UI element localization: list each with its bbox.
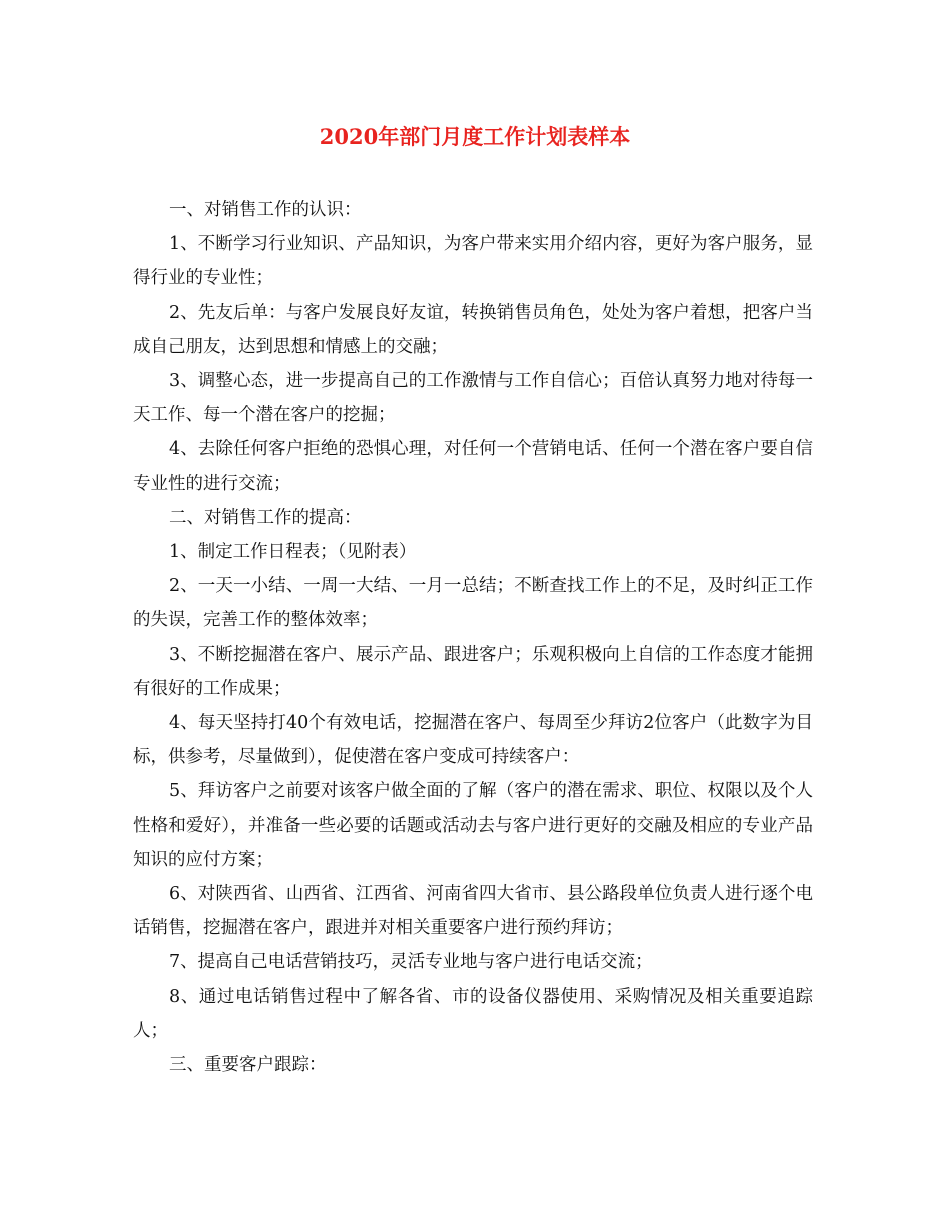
- paragraph-item: 1、不断学习行业知识、产品知识，为客户带来实用介绍内容，更好为客户服务，显得行业的专业性；: [133, 234, 813, 289]
- paragraph-item: 4、去除任何客户拒绝的恐惧心理，对任何一个营销电话、任何一个潜在客户要自信专业性的进行交流；: [133, 439, 813, 494]
- paragraph-item: 3、调整心态，进一步提高自己的工作激情与工作自信心；百倍认真努力地对待每一天工作、每一个潜在客户的挖掘；: [133, 371, 813, 426]
- paragraph-item: 2、一天一小结、一周一大结、一月一总结；不断查找工作上的不足，及时纠正工作的失误，完善工作的整体效率；: [133, 576, 813, 631]
- paragraph-item: 8、通过电话销售过程中了解各省、市的设备仪器使用、采购情况及相关重要追踪人；: [133, 986, 813, 1041]
- document-title: 2020年部门月度工作计划表样本: [319, 124, 631, 149]
- section-heading-1: 一、对销售工作的认识：: [169, 200, 362, 220]
- paragraph-item: 2、先友后单：与客户发展良好友谊，转换销售员角色，处处为客户着想，把客户当成自己朋友，达到思想和情感上的交融；: [133, 302, 813, 357]
- paragraph-item: 5、拜访客户之前要对该客户做全面的了解（客户的潜在需求、职位、权限以及个人性格和爱好），并准备一些必要的话题或活动去与客户进行更好的交融及相应的专业产品知识的应付方案；: [133, 781, 813, 870]
- paragraph-item: 3、不断挖掘潜在客户、展示产品、跟进客户；乐观积极向上自信的工作态度才能拥有很好的工作成果；: [133, 644, 813, 699]
- paragraph-item: 6、对陕西省、山西省、江西省、河南省四大省市、县公路段单位负责人进行逐个电话销售，挖掘潜在客户，跟进并对相关重要客户进行预约拜访；: [133, 884, 813, 939]
- paragraph-item: 1、制定工作日程表；（见附表）: [169, 542, 417, 563]
- paragraph-item: 4、每天坚持打40个有效电话，挖掘潜在客户、每周至少拜访2位客户（此数字为目标，供参考，尽量做到），促使潜在客户变成可持续客户：: [133, 713, 813, 768]
- section-heading-3: 三、重要客户跟踪：: [169, 1055, 327, 1076]
- paragraph-item: 7、提高自己电话营销技巧，灵活专业地与客户进行电话交流；: [169, 952, 653, 973]
- document-body: [133, 193, 813, 1082]
- section-heading-2: 二、对销售工作的提高：: [169, 507, 362, 528]
